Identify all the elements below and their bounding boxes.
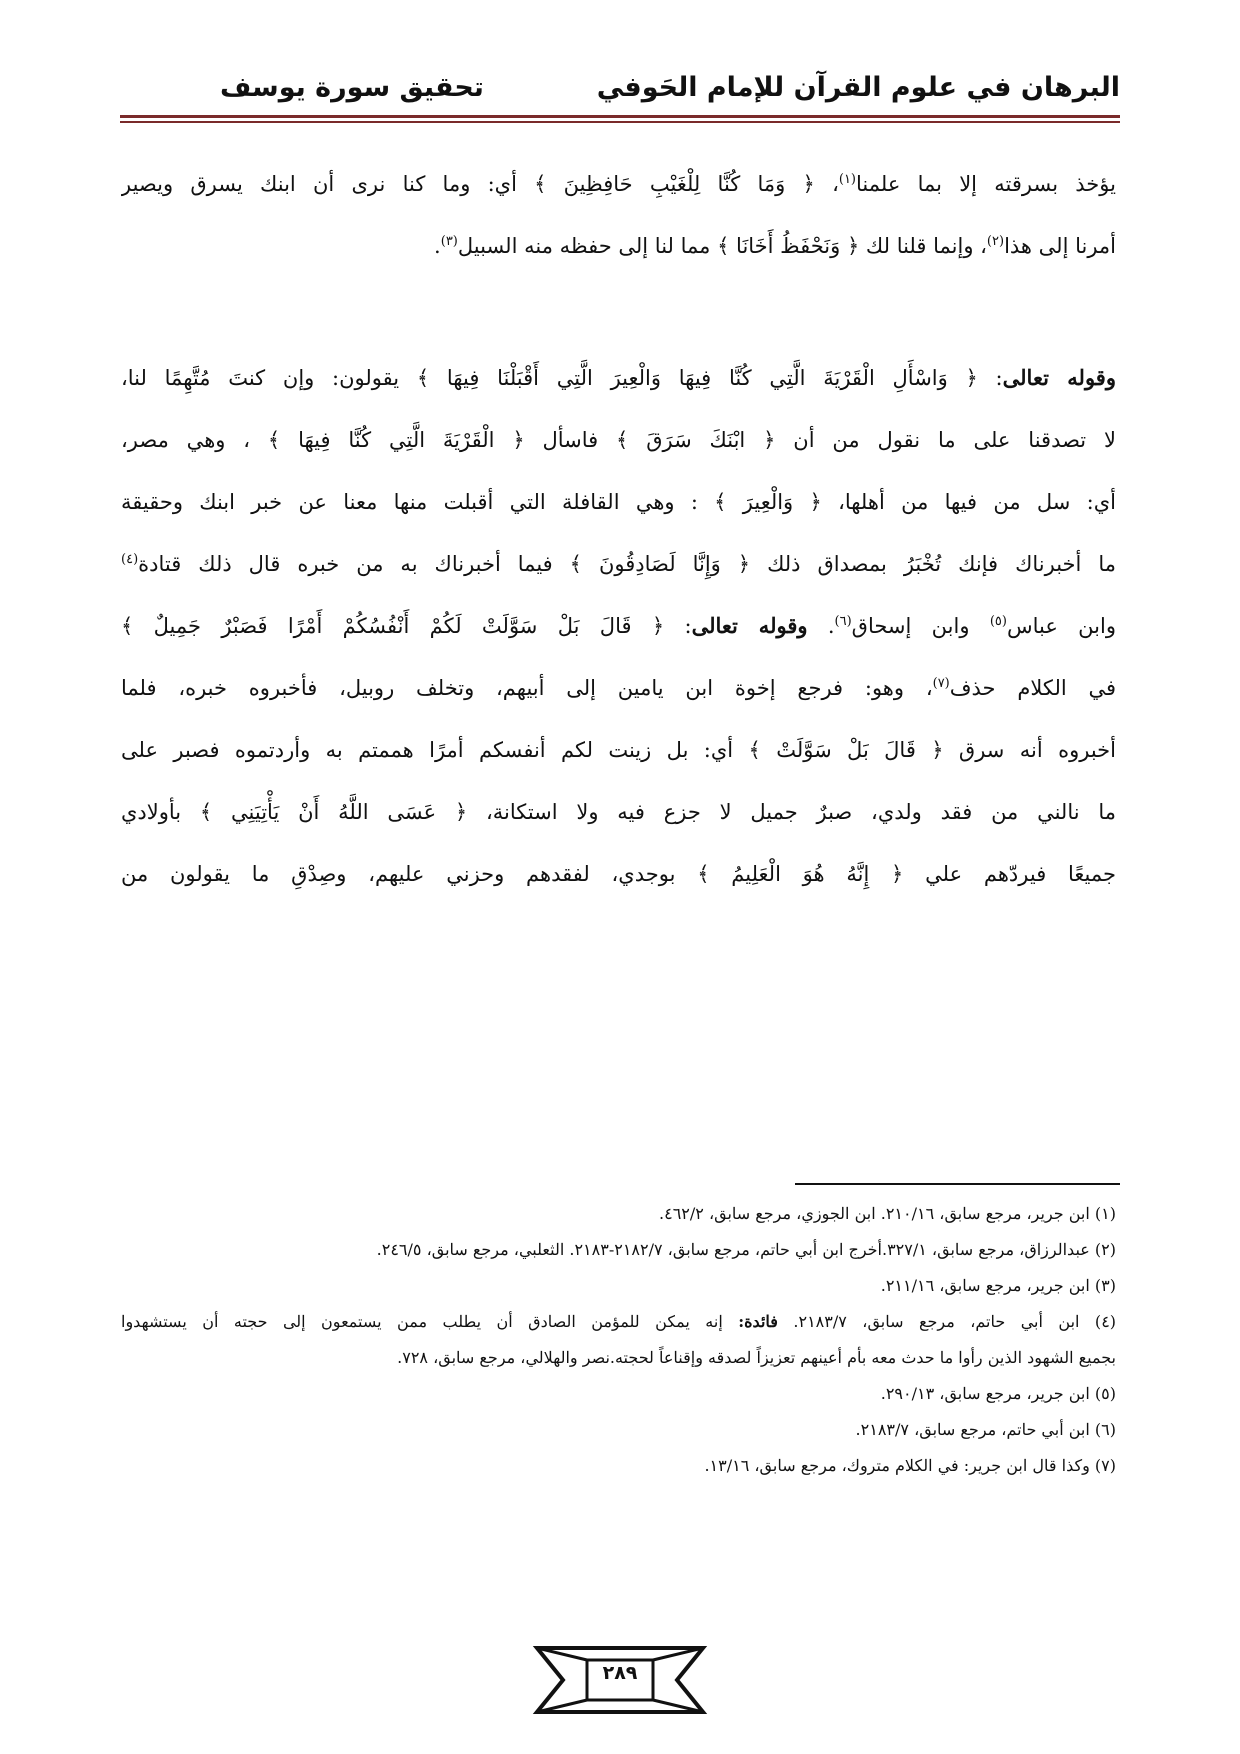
header-rule-thin xyxy=(120,121,1120,123)
bold-lead: وقوله تعالى xyxy=(691,613,808,638)
footnote-ref[interactable]: (٣) xyxy=(440,234,458,249)
footnote-7: (٧) وكذا قال ابن جرير: في الكلام متروك، مرجع سابق، ١٣/١٦. xyxy=(704,1456,1116,1475)
text-line: أمرنا إلى هذا$^{(٢)}$، وإنما قلنا لك ﴿ وَنَحْفَظُ أَخَانَا ﴾ مما لنا إلى حفظه منه السبيل$^{(٣)}$. xyxy=(434,234,1116,258)
text-line: في الكلام حذف$^{(٧)}$، وهو: فرجع إخوة ابن يامين إلى أبيهم، وتخلف روبيل، فأخبروه خبره، فلما xyxy=(121,676,1116,700)
footnote-5: (٥) ابن جرير، مرجع سابق، ٢٩٠/١٣. xyxy=(880,1384,1116,1403)
text-line: لا تصدقنا على ما نقول من أن ﴿ ابْنَكَ سَرَقَ ﴾ فاسأل ﴿ الْقَرْيَةَ الَّتِي كُنَّا فِيهَا ﴾ ، وهي مصر، xyxy=(121,428,1116,452)
section-title: تحقيق سورة يوسف xyxy=(220,72,484,103)
page-number-frame xyxy=(525,1640,715,1720)
text-line: وقوله تعالى: ﴿ وَاسْأَلِ الْقَرْيَةَ الَّتِي كُنَّا فِيهَا وَالْعِيرَ الَّتِي أَقْبَلْنَا فِيهَا ﴾ يقولون: وإن كنتَ مُتَّهِمًا لنا، xyxy=(121,365,1116,390)
footnote-4-continued: بجميع الشهود الذين رأوا ما حدث معه بأم أعينهم تعزيزاً لصدقه وإقناعاً لحجته.نصر والهلالي، مرجع سابق، ٧٢٨. xyxy=(397,1348,1116,1367)
header-rule-thick xyxy=(120,115,1120,118)
text-line: يؤخذ بسرقته إلا بما علمنا$^{(١)}$، ﴿ وَمَا كُنَّا لِلْغَيْبِ حَافِظِينَ ﴾ أي: وما كنا نرى أن ابنك يسرق ويصير xyxy=(121,172,1116,196)
text-line: جميعًا فيردّهم علي ﴿ إِنَّهُ هُوَ الْعَلِيمُ ﴾ بوجدي، لفقدهم وحزني عليهم، وصِدْقِ ما يقولون من xyxy=(121,862,1116,886)
footnote-3: (٣) ابن جرير، مرجع سابق، ٢١١/١٦. xyxy=(880,1276,1116,1295)
footnote-ref[interactable]: (٢) xyxy=(986,234,1005,249)
text-line: وابن عباس$^{(٥)}$ وابن إسحاق$^{(٦)}$. وقوله تعالى: ﴿ قَالَ بَلْ سَوَّلَتْ لَكُمْ أَنْفُسُكُمْ أَمْرًا فَصَبْرٌ جَمِيلٌ ﴾ xyxy=(121,613,1116,638)
footnote-ref[interactable]: (٧) xyxy=(932,676,950,691)
paragraph-2 xyxy=(121,347,1116,905)
footnote-ref[interactable]: (١) xyxy=(838,172,856,187)
footnotes xyxy=(121,1196,1116,1484)
footnote-ref[interactable]: (٤) xyxy=(121,552,139,567)
text-line: أخبروه أنه سرق ﴿ قَالَ بَلْ سَوَّلَتْ ﴾ أي: بل زينت لكم أنفسكم أمرًا هممتم به وأردتموه فصبر على xyxy=(121,738,1116,762)
footnote-ref[interactable]: (٥) xyxy=(989,614,1007,629)
running-header xyxy=(125,72,1120,112)
footnote-2: (٢) عبدالرزاق، مرجع سابق، ٣٢٧/١.أخرج ابن أبي حاتم، مرجع سابق، ٢١٨٢/٧-٢١٨٣. الثعلبي، مرجع سابق، ٢٤٦/٥. xyxy=(376,1240,1116,1259)
book-title: البرهان في علوم القرآن للإمام الحَوفي xyxy=(596,72,1120,103)
footnote-6: (٦) ابن أبي حاتم، مرجع سابق، ٢١٨٣/٧. xyxy=(855,1420,1116,1439)
bold-lead: وقوله تعالى xyxy=(1002,365,1116,390)
text-line: ما نالني من فقد ولدي، صبرٌ جميل لا جزع فيه ولا استكانة، ﴿ عَسَى اللَّهُ أَنْ يَأْتِيَنِي ﴾ بأولادي xyxy=(121,800,1116,824)
footnote-separator xyxy=(795,1183,1120,1185)
footnote-ref[interactable]: (٦) xyxy=(834,614,852,629)
text-line: ما أخبرناك فإنك تُخْبَرُ بمصداق ذلك ﴿ وَإِنَّا لَصَادِقُونَ ﴾ فيما أخبرناك به من خبره قال ذلك قتادة$^{(٤)}$ xyxy=(121,552,1116,576)
paragraph-1 xyxy=(121,153,1116,277)
footnote-bold-label: فائدة: xyxy=(738,1312,778,1331)
footnote-4: (٤) ابن أبي حاتم، مرجع سابق، ٢١٨٣/٧. فائدة: إنه يمكن للمؤمن الصادق أن يطلب ممن يستمعون إلى حجته أن يستشهدوا xyxy=(121,1312,1116,1331)
text-line: أي: سل من فيها من أهلها، ﴿ وَالْعِيرَ ﴾ : وهي القافلة التي أقبلت منها معنا عن خبر ابنك وحقيقة xyxy=(121,490,1116,514)
page-number: ٢٨٩ xyxy=(602,1662,638,1684)
footnote-1: (١) ابن جرير، مرجع سابق، ٢١٠/١٦. ابن الجوزي، مرجع سابق، ٤٦٢/٢. xyxy=(659,1204,1116,1223)
